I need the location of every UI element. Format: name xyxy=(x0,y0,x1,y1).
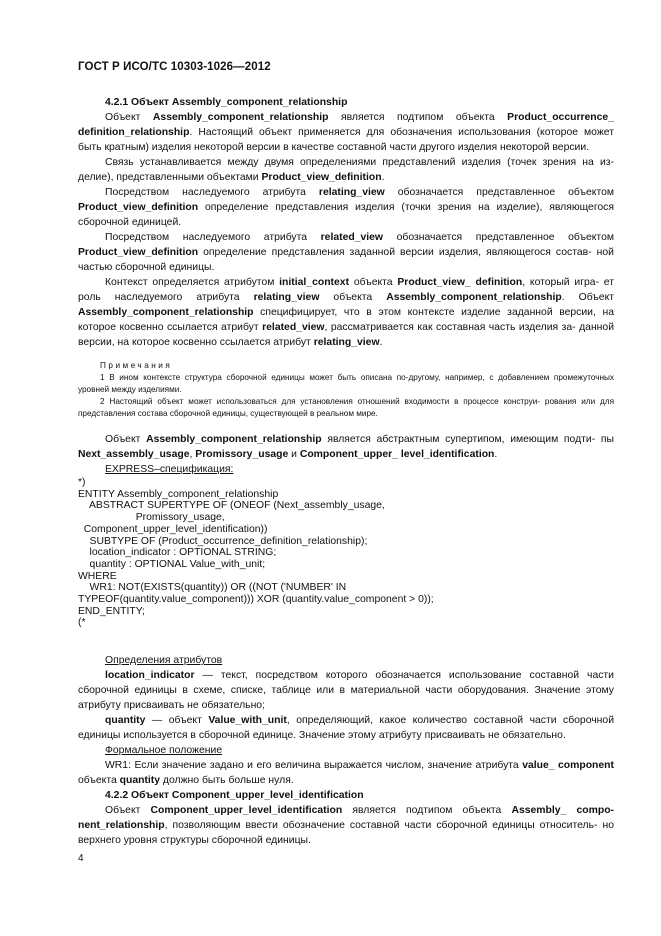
attribute-name: relating_view xyxy=(318,187,385,198)
document-body xyxy=(78,95,614,848)
note-1: 1 В ином контексте структура сборочной единицы может быть описана по-другому, например, с добавлением промежуточных уровней между изделиями. xyxy=(78,373,614,394)
text: , определяющий, какое количество составной части сборочной единицы используется в сборочной единице. Значение этому атрибуту присваивать не обязательно. xyxy=(78,715,614,742)
code-line: ENTITY Assembly_component_relationship xyxy=(78,488,279,500)
attribute-name: relating_view xyxy=(313,337,380,348)
text: Объект xyxy=(105,805,151,817)
entity-name: Value_with_unit xyxy=(208,715,287,727)
code-line: Promissory_usage, xyxy=(78,512,225,524)
notes-title: Примечания xyxy=(100,361,173,370)
text: Объект xyxy=(105,434,147,445)
attr-definitions-heading xyxy=(78,653,614,668)
attribute-name: quantity xyxy=(119,775,161,787)
code-line: TYPEOF(quantity.value_component))) XOR (quantity.value_component > 0)); xyxy=(78,594,434,606)
entity-name: Assembly_component_relationship xyxy=(152,112,329,123)
attr-heading-text: Определения атрибутов xyxy=(105,655,223,667)
text: Объект xyxy=(105,112,153,123)
text: . xyxy=(379,337,383,348)
express-heading-text: EXPRESS–спецификация: xyxy=(105,464,234,475)
notes-block xyxy=(78,360,614,420)
attr-quantity xyxy=(78,713,614,743)
text: , позволяющим ввести обозначение составной части сборочной единицы относитель- но верхнего уровня структуры сборочной единицы. xyxy=(78,820,614,847)
text: обозначается представленное объектом xyxy=(384,187,615,198)
text: является подтипом объекта xyxy=(328,112,508,123)
section-heading-4-2-2: 4.2.2 Объект Component_upper_level_identification xyxy=(105,790,364,802)
text: . Настоящий объект применяется для обозначения использования (которое может быть кратным) изделия некоторой версии в качестве составной части другого изделия некоторой версии. xyxy=(78,127,614,153)
paragraph-relation xyxy=(78,155,614,185)
rule-wr1 xyxy=(78,758,614,788)
code-line: WHERE xyxy=(78,570,117,582)
attribute-name: location_indicator xyxy=(105,670,195,682)
text: объекта xyxy=(78,775,120,787)
formal-heading-text: Формальное положение xyxy=(105,745,223,757)
code-line: quantity : OPTIONAL Value_with_unit; xyxy=(78,558,266,570)
paragraph-component-upper-level xyxy=(78,803,614,848)
text: , рассматривается как составная часть изделия за- данной версии, на которое косвенно ссылается атрибут xyxy=(78,322,615,348)
paragraph-relating-view xyxy=(78,185,614,230)
text: Посредством наследуемого атрибута xyxy=(105,187,319,198)
code-line: *) xyxy=(78,477,86,488)
text: и xyxy=(288,449,300,460)
entity-name: Next_assembly_usage xyxy=(78,449,190,460)
text: . xyxy=(494,449,498,460)
text: определение представления изделия (точки зрения на изделие), являющегося сборочной единицей. xyxy=(78,202,614,228)
text: , который игра- ет роль наследуемого атрибута xyxy=(78,277,614,303)
text: Посредством наследуемого атрибута xyxy=(105,232,321,243)
entity-name: Product_view_definition xyxy=(261,172,382,183)
code-line: (* xyxy=(78,617,86,629)
entity-name: Product_view_definition xyxy=(78,202,199,213)
text: обозначается представленное объектом xyxy=(383,232,614,243)
text: является абстрактным супертипом, имеющим подти- пы xyxy=(321,434,614,445)
text: объекта xyxy=(349,277,398,288)
text: — объект xyxy=(145,715,209,727)
attribute-name: related_view xyxy=(262,322,325,333)
entity-name: Promissory_usage xyxy=(195,449,289,460)
paragraph-supertype xyxy=(78,432,614,462)
formal-heading xyxy=(78,743,614,758)
entity-name: Product_view_definition xyxy=(78,247,199,258)
code-line: SUBTYPE OF (Product_occurrence_definition_relationship); xyxy=(78,535,368,547)
express-code xyxy=(78,477,614,629)
attribute-name: value_ component xyxy=(522,760,614,772)
code-line: WR1: NOT(EXISTS(quantity)) OR ((NOT ('NUMBER' IN xyxy=(78,582,347,594)
attribute-name: relating_view xyxy=(253,292,320,303)
attribute-name: quantity xyxy=(105,715,146,727)
text: является подтипом объекта xyxy=(342,805,512,817)
text: , xyxy=(189,449,196,460)
entity-name: Assembly_ compo- nent_relationship xyxy=(78,805,614,832)
paragraph-context xyxy=(78,275,614,350)
code-line: END_ENTITY; xyxy=(78,605,145,617)
attribute-name: initial_context xyxy=(279,277,350,288)
text: . Объект xyxy=(561,292,614,303)
entity-name: Component_upper_ level_identification xyxy=(299,449,495,460)
attr-location-indicator xyxy=(78,668,614,713)
code-line: ABSTRACT SUPERTYPE OF (ONEOF (Next_assembly_usage, xyxy=(78,500,385,512)
code-line: location_indicator : OPTIONAL STRING; xyxy=(78,547,277,559)
paragraph-related-view xyxy=(78,230,614,275)
text: объекта xyxy=(319,292,387,303)
attribute-definitions xyxy=(78,653,614,788)
paragraph-definition xyxy=(78,110,614,155)
text: WR1: Если значение задано и его величина выражается числом, значение атрибута xyxy=(105,760,523,772)
text: Связь устанавливается между двумя определениями представлений изделия (точек зрения на из- делие), представленными объектами xyxy=(78,157,614,183)
entity-name: Assembly_component_relationship xyxy=(146,434,322,445)
text: Контекст определяется атрибутом xyxy=(105,277,280,288)
section-heading-4-2-1: 4.2.1 Объект Assembly_component_relationship xyxy=(105,97,348,108)
code-line: Component_upper_level_identification)) xyxy=(78,523,268,535)
express-heading xyxy=(78,462,614,477)
text: . xyxy=(381,172,385,183)
note-2: 2 Настоящий объект может использоваться для установления отношений входимости в процессе конструи- рования или для представления состава сборочной единицы, существующей в реальном мире. xyxy=(78,397,614,418)
text: — текст, посредством которого обозначается использование составной части сборочной единицы в схеме, списке, таблице или в материальной части оборудования. Значение этому атрибуту присваивать не обязательно; xyxy=(78,670,614,712)
entity-name: Product_view_ definition xyxy=(397,277,523,288)
attribute-name: related_view xyxy=(320,232,384,243)
standard-header: ГОСТ Р ИСО/ТС 10303-1026—2012 xyxy=(78,61,271,73)
entity-name: Assembly_component_relationship xyxy=(386,292,562,303)
entity-name: Assembly_component_relationship xyxy=(78,307,254,318)
entity-name: Component_upper_level_identification xyxy=(150,805,343,817)
text: должно быть больше нуля. xyxy=(160,775,294,787)
entity-name: Product_occurrence_ definition_relationship xyxy=(78,112,614,138)
text: специфицирует, что в этом контексте изделие заданной версии, на которое косвенно ссылается атрибут xyxy=(78,307,614,333)
page-number: 4 xyxy=(78,853,84,864)
text: определение представления заданной версии изделия, являющегося состав- ной частью сборочной единицы. xyxy=(78,247,614,273)
